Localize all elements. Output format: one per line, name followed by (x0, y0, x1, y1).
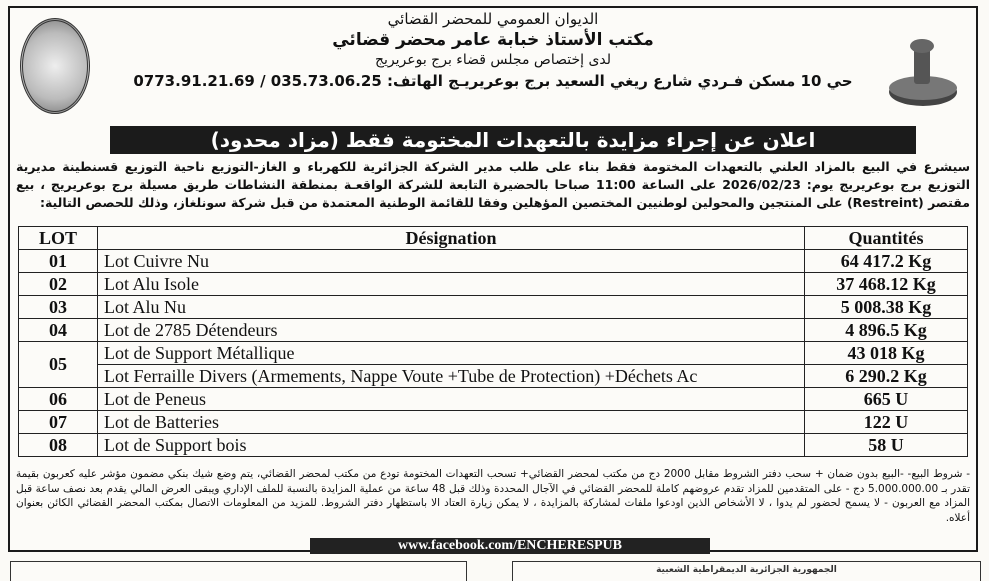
announcement-banner: اعلان عن إجراء مزايدة بالتعهدات المختومة فقط (مزاد محدود) (110, 126, 916, 154)
table-row (19, 411, 968, 434)
official-seal-icon (20, 18, 90, 114)
lot-number: 03 (19, 296, 98, 319)
header (10, 8, 976, 120)
lot-designation: Lot Alu Nu (98, 296, 805, 319)
table-row (19, 296, 968, 319)
table-row (19, 273, 968, 296)
lot-number: 04 (19, 319, 98, 342)
lot-designation: Lot Cuivre Nu (98, 250, 805, 273)
next-notice-right (512, 561, 981, 581)
facebook-link[interactable]: www.facebook.com/ENCHERESPUB (310, 538, 710, 554)
lot-designation: Lot de 2785 Détendeurs (98, 319, 805, 342)
header-line-1: الديوان العمومي للمحضر القضائي (387, 10, 599, 28)
lot-number: 01 (19, 250, 98, 273)
lot-quantity: 665 U (805, 388, 968, 411)
quantities-column-header: Quantités (805, 227, 968, 250)
lot-quantity: 64 417.2 Kg (805, 250, 968, 273)
intro-paragraph: سيشرع في البيع بالمزاد العلني بالتعهدات المختومة فقط بناء على طلب مدير الشركة الجزائرية للكهرباء و الغاز-التوزيع ناحية التوزيع قسنطينة مديرية التوزيع برج بوعريريج يوم: 2026/02/23 على الساعة 11:00 صباحا بالحضيرة التابعة للشركة الواقعـة بمنطقة النشاطات طريق مسيلة برج بوعريريج ، بيع مقتصر (Restreint) على المنتجين والمحولين لوطنيين المختصين المؤهلين وفقا للقائمة الوطنية المعتمدة من قبل شركة سونلغاز، وذلك للحصص التالية: (16, 159, 970, 210)
sale-conditions: - شروط البيع- -البيع بدون ضمان + سحب دفتر الشروط مقابل 2000 دج من مكتب لمحضر القضائي+ تسحب التعهدات المختومة تودع من مكتب لمحضر القضائي، يتم وضع شيك بنكي مضمون مؤشر عليه كعربون بقيمة تقدر بـ 5.000.000.00 دج - على المتقدمين للمزاد تقدم عروضهم كاملة للمحضر القضائي في الآجال المحددة وذلك قبل 48 ساعة من عملية المزايدة بالنسبة للملف الإداري ويبقى العرض المالي يقدم بعد نصف ساعة قبل المزاد مع العربون - لا يسمح لحضور لم يدوا ، لا الأشخاص الذين اودعوا ملفات لمشاركة بالمزايدة ، لا يمكن زيارة العتاد الا باستظهار دفتر الشروط. للمزيد من المعلومات الاتصال بمكتب المحضر القضائي الكائن بعنوان أعلاه. (16, 468, 970, 524)
lot-number: 08 (19, 434, 98, 457)
lot-number: 06 (19, 388, 98, 411)
lot-designation: Lot Ferraille Divers (Armements, Nappe Voute +Tube de Protection) +Déchets Ac (98, 365, 805, 388)
lots-table (18, 226, 968, 457)
office-name: مكتب الأستاذ خبابة عامر محضر قضائي (332, 30, 654, 50)
lot-quantity: 5 008.38 Kg (805, 296, 968, 319)
table-row (19, 250, 968, 273)
lot-designation: Lot Alu Isole (98, 273, 805, 296)
lot-number: 02 (19, 273, 98, 296)
table-row (19, 365, 968, 388)
office-info (120, 10, 866, 92)
jurisdiction: لدى إختصاص مجلس قضاء برج بوعريريج (374, 52, 612, 68)
lot-quantity: 4 896.5 Kg (805, 319, 968, 342)
lot-number: 07 (19, 411, 98, 434)
lot-quantity: 122 U (805, 411, 968, 434)
table-row (19, 434, 968, 457)
lot-quantity: 37 468.12 Kg (805, 273, 968, 296)
lot-quantity: 58 U (805, 434, 968, 457)
lot-designation: Lot de Batteries (98, 411, 805, 434)
lot-designation: Lot de Peneus (98, 388, 805, 411)
lot-quantity: 43 018 Kg (805, 342, 968, 365)
office-address-phone: حي 10 مسكن فـردي شارع ريغي السعيد برج بوعريريـج الهاتف: 035.73.06.25 / 0773.91.21.69 (133, 72, 853, 90)
designation-column-header: Désignation (98, 227, 805, 250)
lot-quantity: 6 290.2 Kg (805, 365, 968, 388)
table-row (19, 342, 968, 365)
table-row (19, 319, 968, 342)
lot-designation: Lot de Support bois (98, 434, 805, 457)
lot-number: 05 (19, 342, 98, 388)
next-notice-title: الجمهورية الجزائرية الديمقراطية الشعبية (656, 565, 837, 575)
lot-column-header: LOT (19, 227, 98, 250)
lot-designation: Lot de Support Métallique (98, 342, 805, 365)
auction-notice (8, 6, 978, 552)
table-row (19, 388, 968, 411)
table-header-row (19, 227, 968, 250)
next-notice-left (10, 561, 467, 581)
gavel-icon (884, 32, 962, 110)
